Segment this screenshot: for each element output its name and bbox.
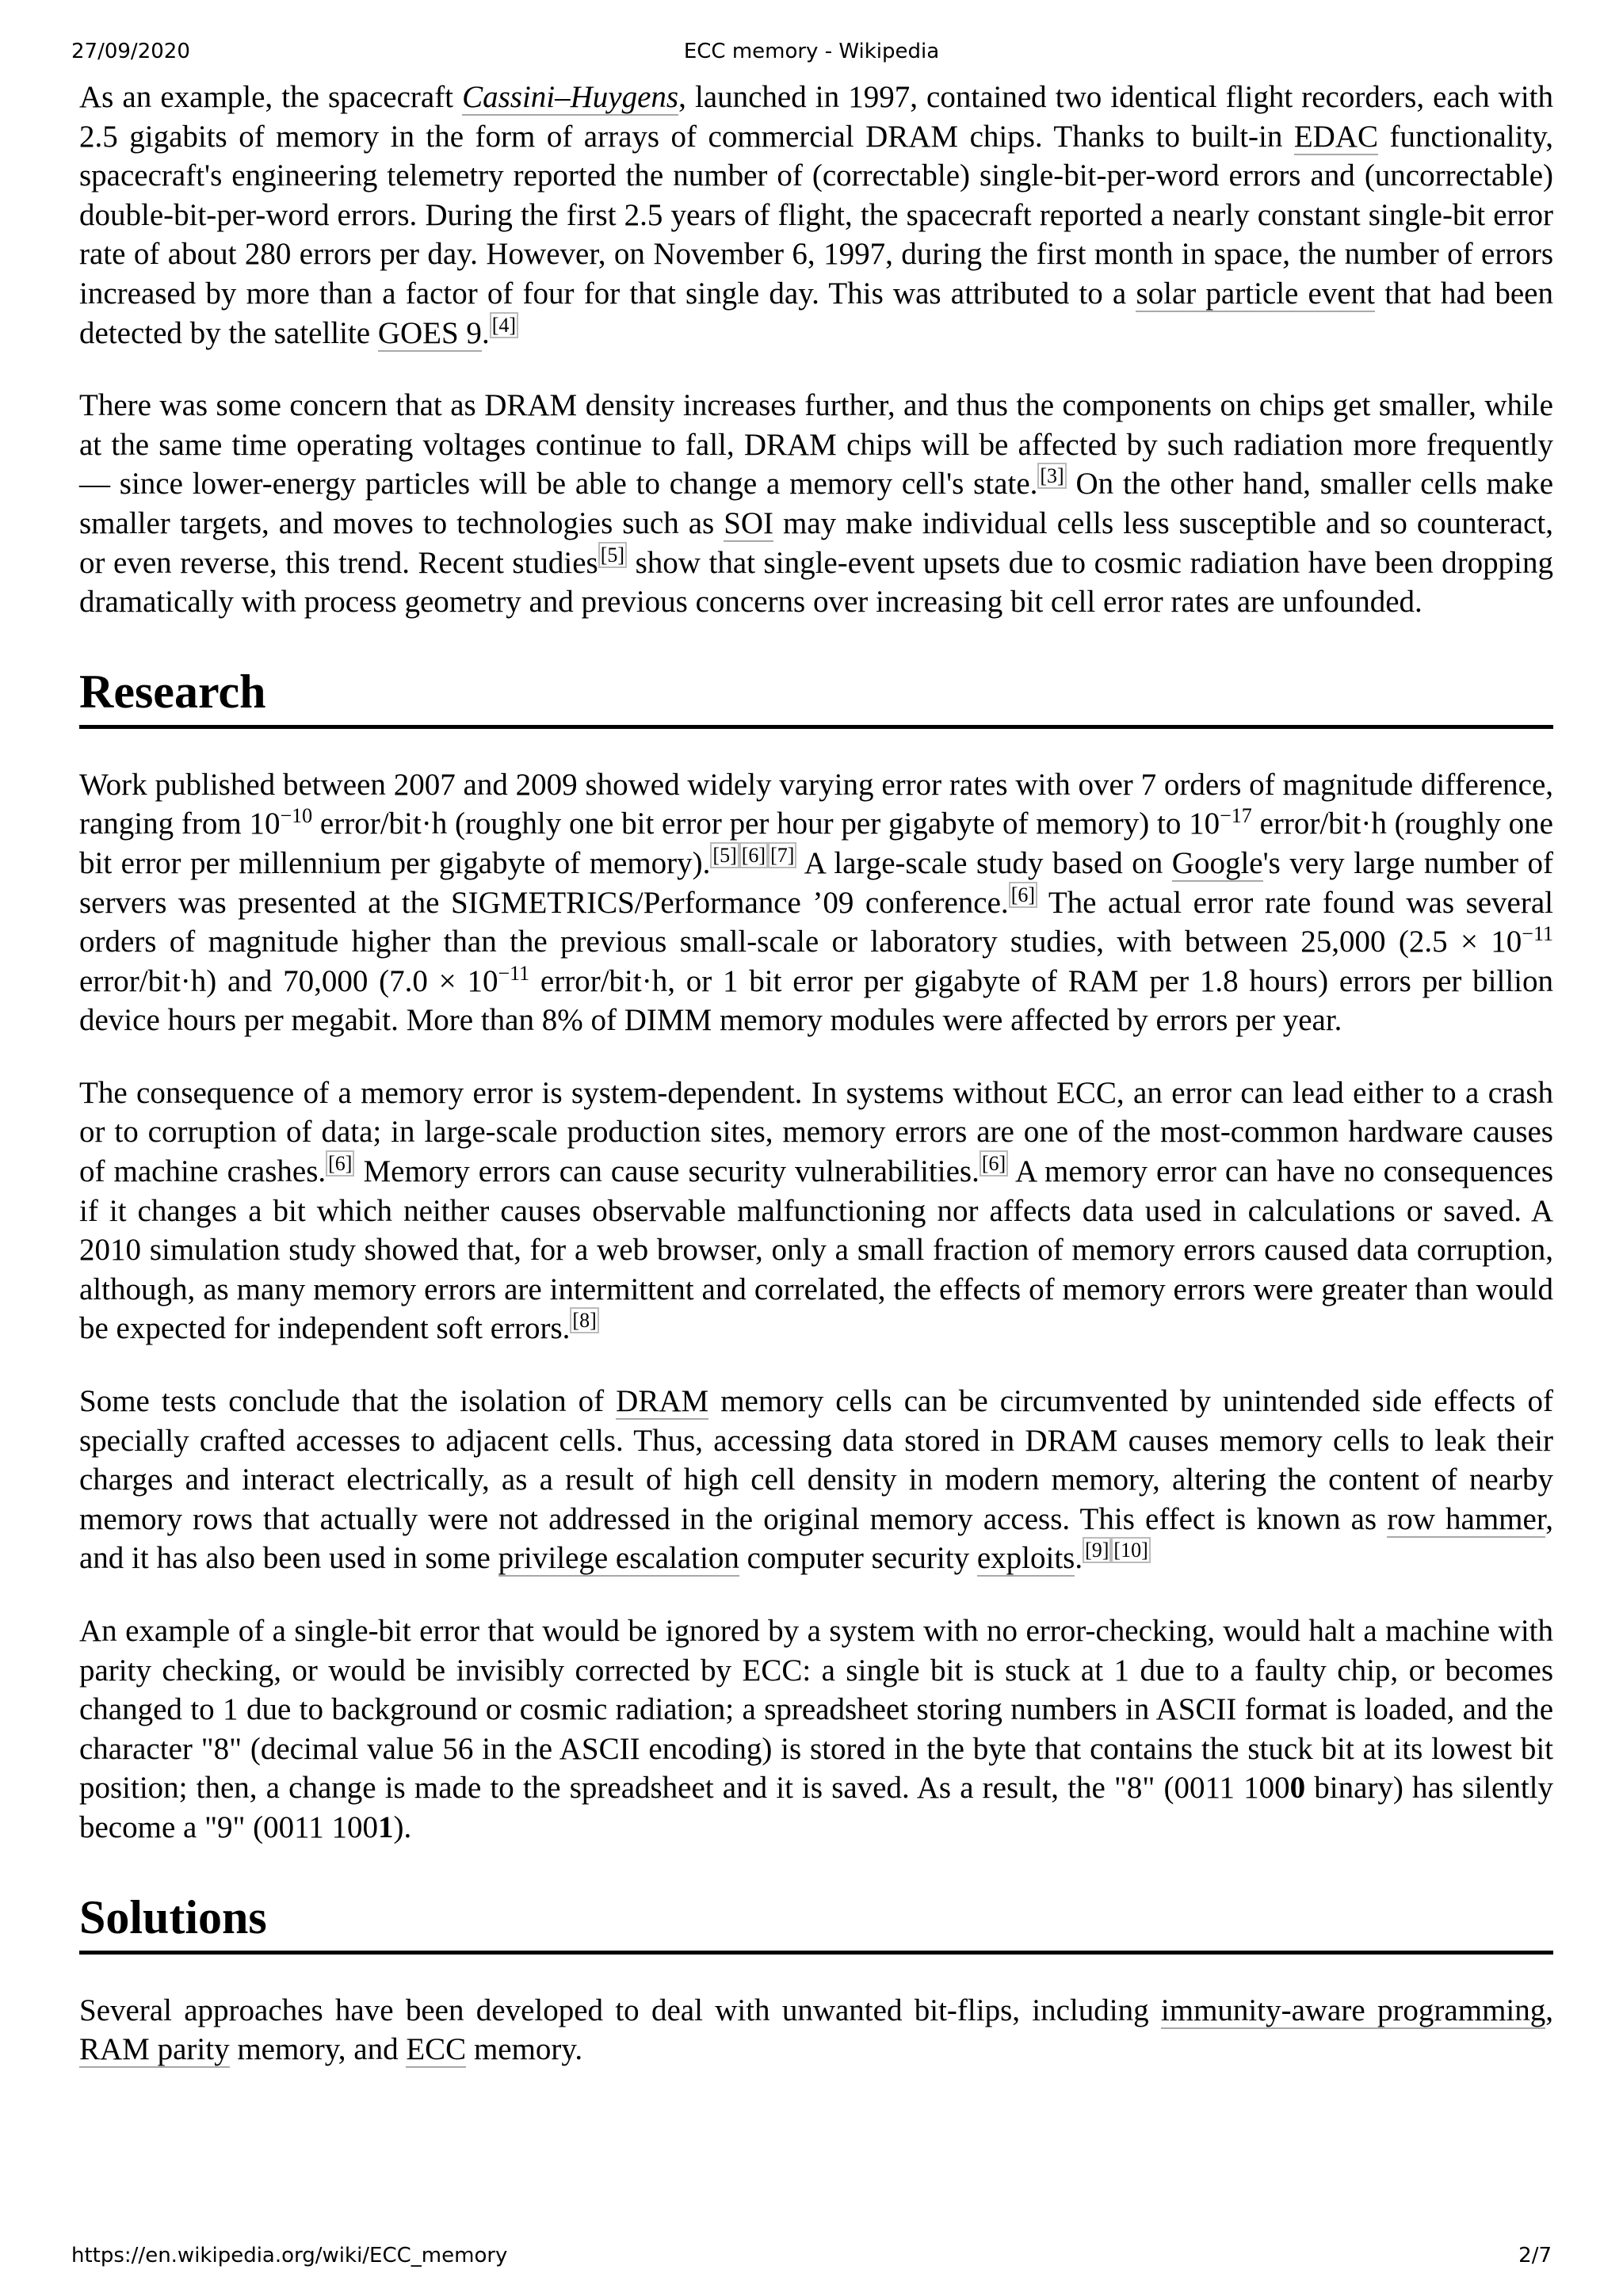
citation-link[interactable]: [6] xyxy=(1009,882,1037,908)
page-number: 2/7 xyxy=(1518,2244,1552,2267)
article-content xyxy=(79,78,1553,2103)
citation xyxy=(1037,463,1066,489)
citation xyxy=(598,542,627,568)
print-url: https://en.wikipedia.org/wiki/ECC_memory xyxy=(71,2244,508,2267)
link-goes-9[interactable]: GOES 9 xyxy=(377,315,482,350)
citation-link[interactable]: [5] xyxy=(598,542,627,568)
citation-link[interactable]: [7] xyxy=(768,842,796,868)
link-immunity-aware-programming[interactable]: immunity-aware programming xyxy=(1160,1993,1546,2027)
link-exploits[interactable]: exploits xyxy=(976,1541,1075,1576)
citation-link[interactable]: [10] xyxy=(1111,1537,1150,1563)
citation xyxy=(326,1150,354,1177)
citation xyxy=(710,842,796,868)
citation-link[interactable]: [6] xyxy=(739,842,768,868)
exponent: −17 xyxy=(1220,804,1252,828)
page-footer xyxy=(71,2244,1552,2272)
print-date: 27/09/2020 xyxy=(71,40,190,63)
paragraph-cassini: As an example, the spacecraft Cassini–Huygens, launched in 1997, contained two identical flight recorders, each with 2.5 gigabits of memory in the form of arrays of commercial DRAM chips. Thanks to built-in EDAC functionality, spacecraft's engineering telemetry reported the number of (correctable) single-bit-per-word errors and (uncorrectable) double-bit-per-word errors. During the first 2.5 years of flight, the spacecraft reported a nearly constant single-bit error rate of about 280 errors per day. However, on November 6, 1997, during the first month in space, the number of errors increased by more than a factor of four for that single day. This was attributed to a solar particle event that had been detected by the satellite GOES 9. [4] xyxy=(79,80,1553,350)
citation xyxy=(490,312,518,338)
paragraph-solutions: Several approaches have been developed to deal with unwanted bit-flips, including immunity-aware programming, RAM parity memory, and ECC memory. xyxy=(79,1993,1553,2067)
citation-link[interactable]: [8] xyxy=(570,1307,598,1333)
section-heading-research: Research xyxy=(79,663,1553,729)
citation-link[interactable]: [6] xyxy=(326,1150,354,1177)
link-row-hammer[interactable]: row hammer xyxy=(1387,1501,1546,1536)
link-soi[interactable]: SOI xyxy=(724,505,774,540)
exponent: −11 xyxy=(1522,922,1553,946)
paragraph-consequence: The consequence of a memory error is system-dependent. In systems without ECC, an error can lead either to a crash or to corruption of data; in large-scale production sites, memory errors are one of the most-common hardware causes of machine crashes. [6] Memory errors can cause security vulnerabilities. [6] A memory error can have no consequences if it changes a bit which neither causes observable malfunctioning nor affects data used in calculations or saved. A 2010 simulation study showed that, for a web browser, only a small fraction of memory errors caused data corruption, although, as many memory errors are intermittent and correlated, the effects of memory errors were greater than would be expected for independent soft errors. [8] xyxy=(79,1075,1553,1346)
link-ram-parity[interactable]: RAM parity xyxy=(79,2032,230,2067)
page-header xyxy=(71,40,1552,68)
citation-link[interactable]: [3] xyxy=(1037,463,1066,489)
citation xyxy=(980,1150,1008,1177)
citation xyxy=(1083,1537,1151,1563)
section-heading-solutions: Solutions xyxy=(79,1889,1553,1955)
link-google[interactable]: Google xyxy=(1171,845,1263,880)
paragraph-row-hammer: Some tests conclude that the isolation of DRAM memory cells can be circumvented by unintended side effects of specially crafted accesses to adjacent cells. Thus, accessing data stored in DRAM causes memory cells to leak their charges and interact electrically, as a result of high cell density in modern memory, altering the content of nearby memory rows that actually were not addressed in the original memory access. This effect is known as row hammer, and it has also been used in some privilege escalation computer security exploits. [9] [10] xyxy=(79,1384,1553,1576)
exponent: −11 xyxy=(498,961,530,985)
citation xyxy=(570,1307,598,1333)
link-cassini-huygens[interactable]: Cassini–Huygens xyxy=(462,80,679,114)
link-privilege-escalation[interactable]: privilege escalation xyxy=(498,1541,739,1576)
exponent: −10 xyxy=(280,804,313,828)
link-ecc[interactable]: ECC xyxy=(406,2032,467,2067)
paragraph-dram-density: There was some concern that as DRAM density increases further, and thus the components on chips get smaller, while at the same time operating voltages continue to fall, DRAM chips will be affected by such radiation more frequently — since lower-energy particles will be able to change a memory cell's state. [3] On the other hand, smaller cells make smaller targets, and moves to technologies such as SOI may make individual cells less susceptible and so counteract, or even reverse, this trend. Recent studies [5] show that single-event upsets due to cosmic radiation have been dropping dramatically with process geometry and previous concerns over increasing bit cell error rates are unfounded. xyxy=(79,388,1554,620)
citation-link[interactable]: [6] xyxy=(980,1150,1008,1177)
citation-link[interactable]: [5] xyxy=(710,842,739,868)
citation-link[interactable]: [4] xyxy=(490,312,518,338)
print-title: ECC memory - Wikipedia xyxy=(683,40,940,63)
link-dram[interactable]: DRAM xyxy=(616,1384,709,1419)
link-edac[interactable]: EDAC xyxy=(1293,119,1379,154)
citation xyxy=(1009,882,1037,908)
paragraph-single-bit-example: An example of a single-bit error that would be ignored by a system with no error-checking, would halt a machine with parity checking, or would be invisibly corrected by ECC: a single bit is stuck at 1 due to a faulty chip, or becomes changed to 1 due to background or cosmic radiation; a spreadsheet storing numbers in ASCII format is loaded, and the character "8" (decimal value 56 in the ASCII encoding) is stored in the byte that contains the stuck bit at its lowest bit position; then, a change is made to the spreadsheet and it is saved. As a result, the "8" (0011 1000 binary) has silently become a "9" (0011 1001). xyxy=(79,1614,1554,1844)
link-solar-particle-event[interactable]: solar particle event xyxy=(1136,276,1376,311)
paragraph-error-rates: Work published between 2007 and 2009 showed widely varying error rates with over 7 orders of magnitude difference, ranging from $10^{-10}$ error/bit·h (roughly one bit error per hour per gigabyte of memory) to $10^{-17}$ error/bit·h (roughly one bit error per millennium per gigabyte of memory). [5] [6] [7] A large-scale study based on Google's very large number of servers was presented at the SIGMETRICS/Performance ’09 conference. [6] The actual error rate found was several orders of magnitude higher than the previous small-scale or laboratory studies, with between 25,000 ($2.5 \times 10^{-11}$ error/bit·h) and 70,000 ($7.0 \times 10^{-11}$ error/bit·h, or 1 bit error per gigabyte of RAM per 1.8 hours) errors per billion device hours per megabit. More than 8% of DIMM memory modules were affected by errors per year. xyxy=(79,767,1554,1038)
citation-link[interactable]: [9] xyxy=(1083,1537,1111,1563)
